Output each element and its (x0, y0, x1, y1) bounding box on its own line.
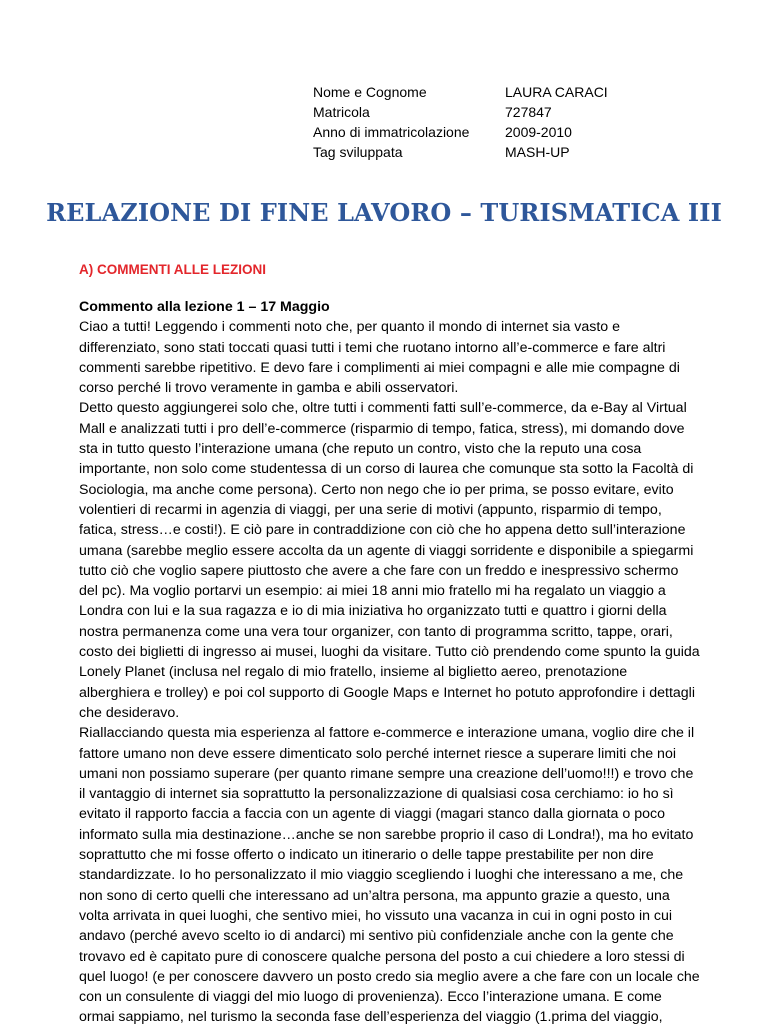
body-line: tutto ciò che voglio sapere piuttosto che avere a che fare con un freddo e inespressivo schermo (79, 562, 679, 579)
info-row (313, 82, 608, 102)
body-line: evitato il rapporto faccia a faccia con un agente di viaggi (magari stanco dalla giornata o poco (79, 806, 665, 823)
info-row (313, 102, 608, 122)
body-line: fatica, stress…e costi!). E ciò pare in contraddizione con ciò che ho appena detto sull’interazione (79, 522, 686, 539)
info-label: Tag sviluppata (313, 144, 403, 160)
body-line: informato sulla mia destinazione…anche se non sarebbe proprio il caso di Londra!), ma ho evitato (79, 826, 694, 843)
body-text (79, 297, 719, 1028)
body-line: Mall e analizzati tutti i pro dell’e-commerce (risparmio di tempo, fatica, stress), mi domando dove (79, 420, 685, 437)
body-line: umani non possiamo superare (per quanto rimane sempre una creazione dell’uomo!!!) e trovo che (79, 765, 694, 782)
body-line: alberghiera e trolley) e poi col supporto di Google Maps e Internet ho potuto approfondire i dettagli (79, 684, 695, 701)
body-line: volentieri di recarmi in agenzia di viaggi, per una serie di motivi (appunto, risparmio di tempo, (79, 501, 662, 518)
body-line: quel luogo! (e per conoscere davvero un posto credo sia meglio avere a che fare con un locale che (79, 968, 700, 985)
body-line: Sociologia, ma anche come persona). Certo non nego che io per prima, se posso evitare, evito (79, 481, 674, 498)
body-line: trovavo ed è capitato pure di conoscere qualche persona del posto a cui chiedere a loro stessi di (79, 948, 685, 965)
body-line: Londra con lui e la sua ragazza e io di mia iniziativa ho organizzato tutti e quattro i giorni della (79, 603, 667, 620)
body-line: il vantaggio di internet sia soprattutto la personalizzazione di qualsiasi cosa cerchiamo: io ho sì (79, 786, 674, 803)
body-line: ormai sappiamo, nel turismo la seconda fase dell’esperienza del viaggio (1.prima del viaggio, (79, 1009, 663, 1026)
body-line: del pc). Ma voglio portarvi un esempio: ai miei 18 anni mio fratello mi ha regalato un viaggio a (79, 583, 666, 600)
info-value: MASH-UP (505, 144, 570, 160)
body-paragraphs (79, 317, 719, 1027)
info-row (313, 122, 608, 142)
document-title: RELAZIONE DI FINE LAVORO – TURISMATICA III (46, 198, 722, 227)
body-line: Ciao a tutti! Leggendo i commenti noto che, per quanto il mondo di internet sia vasto e (79, 319, 621, 336)
body-line: non sono di certo quelli che interessano ad un’altra persona, ma appunto grazie a questo, una (79, 887, 670, 904)
info-label: Nome e Cognome (313, 84, 427, 100)
lesson-comment-heading: Commento alla lezione 1 – 17 Maggio (79, 299, 330, 315)
body-line: nostra permanenza come una vera tour organizer, con tanto di programma scritto, tappe, orari, (79, 623, 673, 640)
body-line: Riallacciando questa mia esperienza al fattore e-commerce e interazione umana, voglio dire che il (79, 725, 695, 742)
body-line: che desideravo. (79, 704, 180, 721)
section-heading: A) COMMENTI ALLE LEZIONI (79, 262, 266, 277)
info-value: 2009-2010 (505, 124, 572, 140)
info-value: 727847 (505, 104, 552, 120)
info-label: Matricola (313, 104, 370, 120)
body-line: umana (sarebbe meglio essere accolta da un agente di viaggi sorridente e disponibile a spiegarmi (79, 542, 694, 559)
student-info-rows (313, 82, 608, 162)
info-value: LAURA CARACI (505, 84, 608, 100)
body-line: con un consulente di viaggi del mio luogo di provenienza). Ecco l’interazione umana. E come (79, 989, 662, 1006)
body-line: Detto questo aggiungerei solo che, oltre tutti i commenti fatti sull’e-commerce, da e-Bay al Virtual (79, 400, 687, 417)
body-line: soprattutto che mi fosse offerto o indicato un itinerario o delle tappe prestabilite per non dire (79, 847, 654, 864)
student-info-table (313, 82, 608, 162)
body-line: andavo (perché avevo scelto io di andarci) mi sentivo più confidenziale anche con la gente che (79, 928, 674, 945)
body-line: fattore umano non deve essere dimenticato solo perché internet riesce a superare limiti che noi (79, 745, 676, 762)
info-row (313, 142, 608, 162)
body-line: differenziato, sono stati toccati quasi tutti i temi che ruotano intorno all’e-commerce e fare altri (79, 339, 666, 356)
body-line: costo dei biglietti di ingresso ai musei, luoghi da visitare. Tutto ciò prendendo come spunto la guida (79, 644, 700, 661)
body-line: importante, non solo come studentessa di un corso di laurea che comunque sta sotto la Facoltà di (79, 461, 694, 478)
info-label: Anno di immatricolazione (313, 124, 470, 140)
body-line: volta arrivata in quei luoghi, che sentivo miei, ho vissuto una vacanza in cui in ogni posto in cui (79, 907, 673, 924)
body-line: Lonely Planet (inclusa nel regalo di mio fratello, insieme al biglietto aereo, prenotazione (79, 664, 628, 681)
body-line: commenti sarebbe ripetitivo. E devo fare i complimenti ai miei compagni e alle mie compagne di (79, 359, 680, 376)
body-line: sta in tutto questo l’interazione umana (che reputo un contro, visto che la reputo una cosa (79, 441, 642, 458)
body-line: corso perché li trovo veramente in gamba e abili osservatori. (79, 380, 459, 397)
body-line: standardizzate. Io ho personalizzato il mio viaggio scegliendo i luoghi che interessano a me, che (79, 867, 684, 884)
